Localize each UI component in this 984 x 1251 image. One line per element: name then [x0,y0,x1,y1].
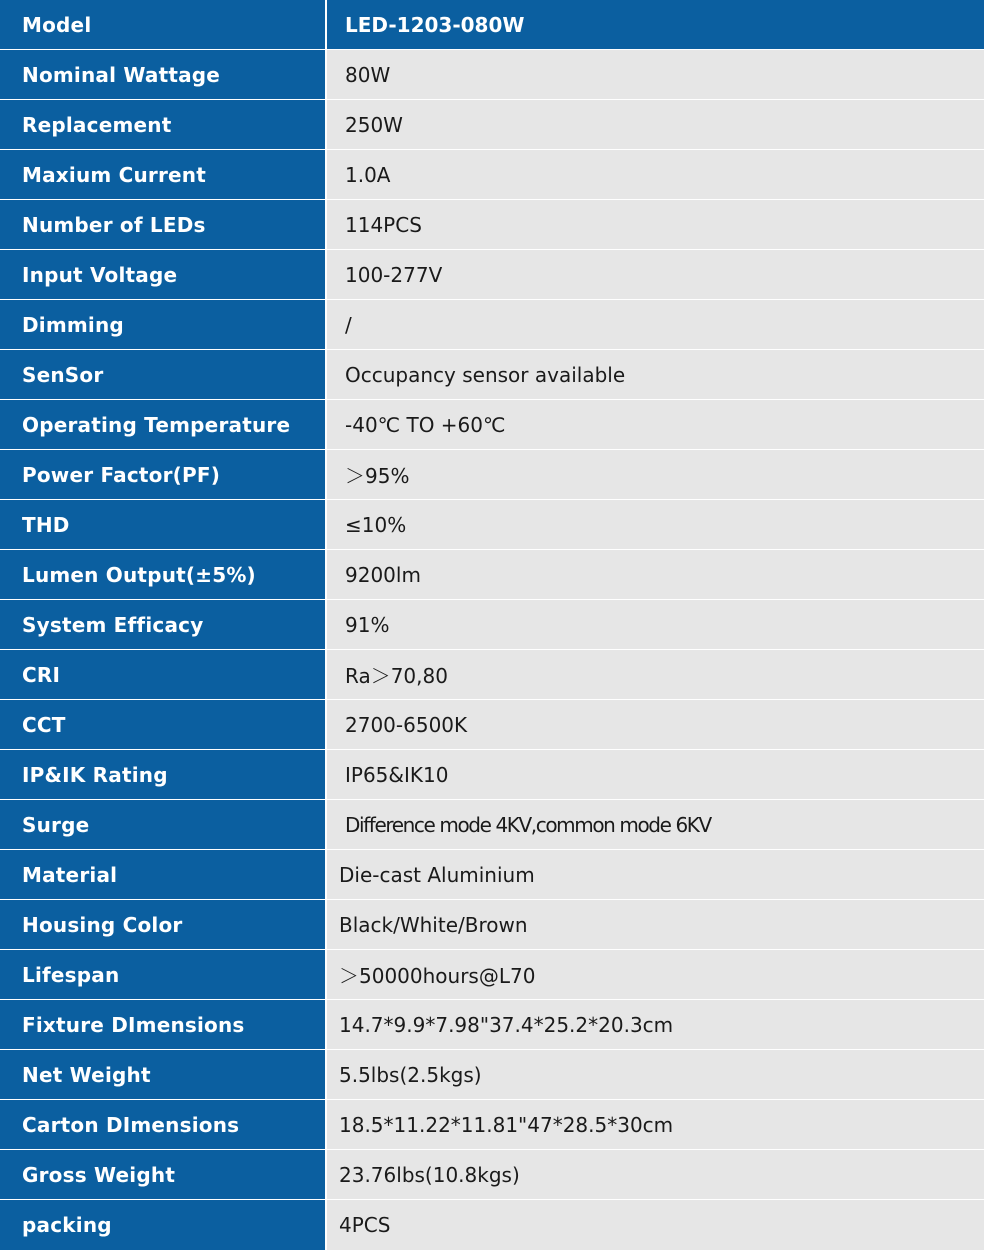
row-label: Number of LEDs [0,200,327,249]
row-label: Nominal Wattage [0,50,327,99]
row-value: 1.0A [327,150,984,199]
row-label: packing [0,1200,327,1250]
row-label: Input Voltage [0,250,327,299]
row-value: ＞50000hours@L70 [327,950,984,999]
table-row-system-efficacy [0,600,984,650]
row-value: LED-1203-080W [327,0,984,49]
table-row-fixture-dimensions [0,1000,984,1050]
row-label: Model [0,0,327,49]
row-label: System Efficacy [0,600,327,649]
row-label: Replacement [0,100,327,149]
row-label: IP&IK Rating [0,750,327,799]
row-label: Power Factor(PF) [0,450,327,499]
row-label: Maxium Current [0,150,327,199]
table-row-housing-color [0,900,984,950]
table-row-gross-weight [0,1150,984,1200]
row-value: Ra＞70,80 [327,650,984,699]
table-row-number-of-leds [0,200,984,250]
table-row-operating-temperature [0,400,984,450]
table-row-power-factor [0,450,984,500]
table-row-material [0,850,984,900]
row-label: Net Weight [0,1050,327,1099]
row-value: 23.76lbs(10.8kgs) [327,1150,984,1199]
table-row-lumen-output [0,550,984,600]
row-label: SenSor [0,350,327,399]
row-value: Difference mode 4KV,common mode 6KV [327,800,984,849]
row-value: 14.7*9.9*7.98"37.4*25.2*20.3cm [327,1000,984,1049]
row-value: 18.5*11.22*11.81"47*28.5*30cm [327,1100,984,1149]
row-label: THD [0,500,327,549]
row-label: CRI [0,650,327,699]
table-row-cri [0,650,984,700]
table-row-carton-dimensions [0,1100,984,1150]
row-value: 250W [327,100,984,149]
row-label: Surge [0,800,327,849]
row-value: 9200lm [327,550,984,599]
row-label: CCT [0,700,327,749]
table-row-packing [0,1200,984,1250]
row-value: 2700-6500K [327,700,984,749]
table-row-replacement [0,100,984,150]
table-row-thd [0,500,984,550]
row-value: 80W [327,50,984,99]
row-label: Carton DImensions [0,1100,327,1149]
row-value: Die-cast Aluminium [327,850,984,899]
row-label: Housing Color [0,900,327,949]
table-row-sensor [0,350,984,400]
row-value: Black/White/Brown [327,900,984,949]
row-value: -40℃ TO +60℃ [327,400,984,449]
row-value: / [327,300,984,349]
row-value: Occupancy sensor available [327,350,984,399]
row-value: 91% [327,600,984,649]
row-label: Fixture DImensions [0,1000,327,1049]
table-row-cct [0,700,984,750]
row-value: ≤10% [327,500,984,549]
row-value: IP65&IK10 [327,750,984,799]
row-value: 4PCS [327,1200,984,1250]
row-value: 114PCS [327,200,984,249]
row-label: Lumen Output(±5%) [0,550,327,599]
row-label: Gross Weight [0,1150,327,1199]
row-label: Lifespan [0,950,327,999]
table-row-maxium-current [0,150,984,200]
table-row-dimming [0,300,984,350]
row-label: Operating Temperature [0,400,327,449]
table-row-model [0,0,984,50]
row-value: 5.5lbs(2.5kgs) [327,1050,984,1099]
table-row-input-voltage [0,250,984,300]
table-row-nominal-wattage [0,50,984,100]
row-value: 100-277V [327,250,984,299]
row-value: ＞95% [327,450,984,499]
row-label: Material [0,850,327,899]
table-row-lifespan [0,950,984,1000]
table-row-net-weight [0,1050,984,1100]
table-row-ip-ik-rating [0,750,984,800]
table-row-surge [0,800,984,850]
row-label: Dimming [0,300,327,349]
